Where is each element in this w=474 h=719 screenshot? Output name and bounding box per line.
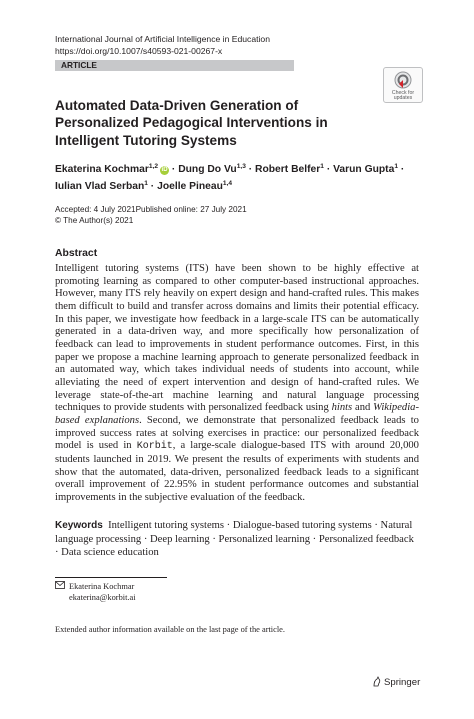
publisher-name: Springer [384,677,421,688]
keywords-list: Intelligent tutoring systems · Dialogue-based tutoring systems · Natural language processing · Deep learning · Personalized learning · Personalized feedback · Data science education [55,520,414,558]
abstract-conjunction: and [352,402,374,414]
author-affiliation: 1,3 [236,163,246,170]
check-for-updates-line2: updates [393,95,413,101]
springer-horse-icon [372,676,382,687]
footnote-divider [55,577,167,578]
author-name[interactable]: Iulian Vlad Serban [55,180,145,192]
author-name[interactable]: Joelle Pineau [157,180,223,192]
check-for-updates-badge[interactable] [383,67,423,103]
author-separator: · [169,164,179,175]
abstract-emphasis-wikipedia: Wikipedia-based explanations [55,402,419,426]
abstract-korbit-name: Korbit [136,441,173,453]
author-separator: · [147,180,158,192]
author-affiliation: 1,2 [148,163,159,170]
author-separator: · [323,164,334,175]
article-type-bar [55,60,294,71]
author-name[interactable]: Ekaterina Kochmar [55,164,149,175]
abstract-part-1: Intelligent tutoring systems (ITS) have been shown to be highly effective at promoting learning as compared to other computer-based instructional approaches. However, many ITS rely heavily on expert design and hand-crafted rules. This makes them difficult to build and transfer across domains and limits their potential efficacy. In this paper, we investigate how feedback in a large-scale ITS can be automatically generated in a data-driven way, and more specifically how personalization of feedback can lead to improvements in student performance outcomes. First, in this paper we propose a machine learning approach to generate personalized feedback in an automated way, which takes individual needs of students into account, while alleviating the need of expert intervention and design of hand-crafted rules. We leverage state-of-the-art machine learning and natural language processing techniques to provide students with personalized feedback using [55,263,419,414]
author-name[interactable]: Robert Belfer [255,164,321,175]
abstract-heading: Abstract [55,248,98,259]
author-affiliation: 1 [144,179,148,187]
author-separator: · [245,164,256,175]
extended-author-note: Extended author information available on the last page of the article. [55,625,285,634]
author-affiliation: 1 [394,163,398,170]
publication-dates [55,205,247,226]
check-for-updates-icon [394,71,412,89]
abstract-text [55,263,419,504]
keywords-label: Keywords [55,520,103,531]
corresponding-author-name: Ekaterina Kochmar [69,582,135,591]
article-type-label: ARTICLE [61,60,97,70]
abstract-part-2: . Second, we demonstrate that personalized feedback leads to improved success rates at solving exercises in practice: our personalized feedback model is used in [55,414,419,452]
corresponding-author-email[interactable]: ekaterina@korbit.ai [69,593,136,602]
author-list [55,162,410,195]
keywords-section [55,519,419,560]
author-name[interactable]: Varun Gupta [333,164,395,175]
article-title: Automated Data-Driven Generation of Personalized Pedagogical Interventions in Intelligent Tutoring Systems [55,98,328,148]
doi-link[interactable]: https://doi.org/10.1007/s40593-021-00267-x [55,46,223,56]
abstract-part-3: , a large-scale dialogue-based ITS with around 20,000 students launched in 2019. We present the results of experiments with students and show that the automated, data-driven, personalized feedback leads to a significant overall improvement of 22.95% in student performance outcomes and substantial improvements in the subjective evaluation of the feedback. [55,440,419,503]
copyright-notice: © The Author(s) 2021 [55,215,134,225]
author-name[interactable]: Dung Do Vu [178,164,237,175]
publisher-logo [372,676,420,688]
abstract-emphasis-hints: hints [331,402,353,414]
author-affiliation: 1,4 [222,179,233,187]
accepted-published-dates: Accepted: 4 July 2021Published online: 27 July 2021 [55,205,247,214]
check-for-updates-line1: Check for [391,90,415,96]
journal-name: International Journal of Artificial Intelligence in Education [55,34,270,44]
orcid-icon[interactable]: iD [161,167,168,173]
author-affiliation: 1 [320,163,324,170]
author-separator: · [398,164,405,175]
envelope-icon [55,581,65,591]
